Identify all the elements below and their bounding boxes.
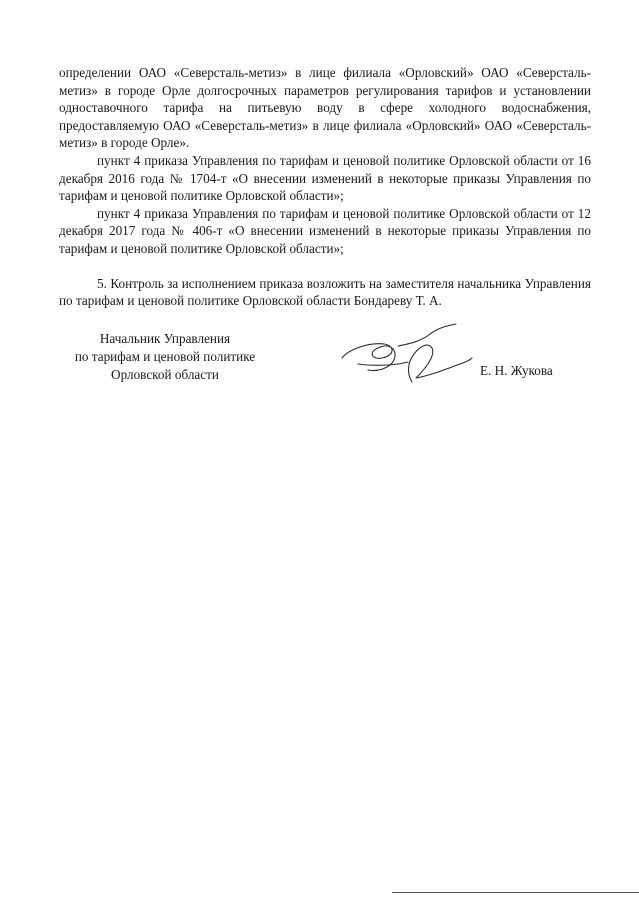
handwritten-signature [338, 320, 474, 386]
signatory-title-line: по тарифам и ценовой политике [74, 349, 256, 364]
paragraph-item-1704: пункт 4 приказа Управления по тарифам и ценовой политике Орловской области от 16 декабря 2016 года № 1704-т «О внесении изменений в некоторые приказы Управления по тарифам и ценовой политике Орловской области»; [59, 152, 591, 204]
signatory-name: Е. Н. Жукова [480, 363, 553, 378]
signatory-title [52, 330, 278, 384]
paragraph-continuation: определении ОАО «Северсталь-метиз» в лице филиала «Орловский» ОАО «Северсталь-метиз» в городе Орле долгосрочных параметров регулирования тарифов и установлении одноставочного тарифа на питьевую воду в сфере холодного водоснабжения, предоставляемую ОАО «Северсталь-метиз» в лице филиала «Орловский» ОАО «Северсталь-метиз» в городе Орле». [59, 65, 591, 151]
signatory-title-line: Орловской области [111, 367, 219, 382]
document-body [59, 64, 591, 310]
signatory-title-line: Начальник Управления [99, 331, 231, 346]
footer-divider [392, 892, 639, 893]
paragraph-control: 5. Контроль за исполнением приказа возложить на заместителя начальника Управления по тарифам и ценовой политике Орловской области Бондареву Т. А. [59, 275, 591, 309]
paragraph-item-406: пункт 4 приказа Управления по тарифам и ценовой политике Орловской области от 12 декабря 2017 года № 406-т «О внесении изменений в некоторые приказы Управления по тарифам и ценовой политике Орловской области»; [59, 205, 591, 256]
